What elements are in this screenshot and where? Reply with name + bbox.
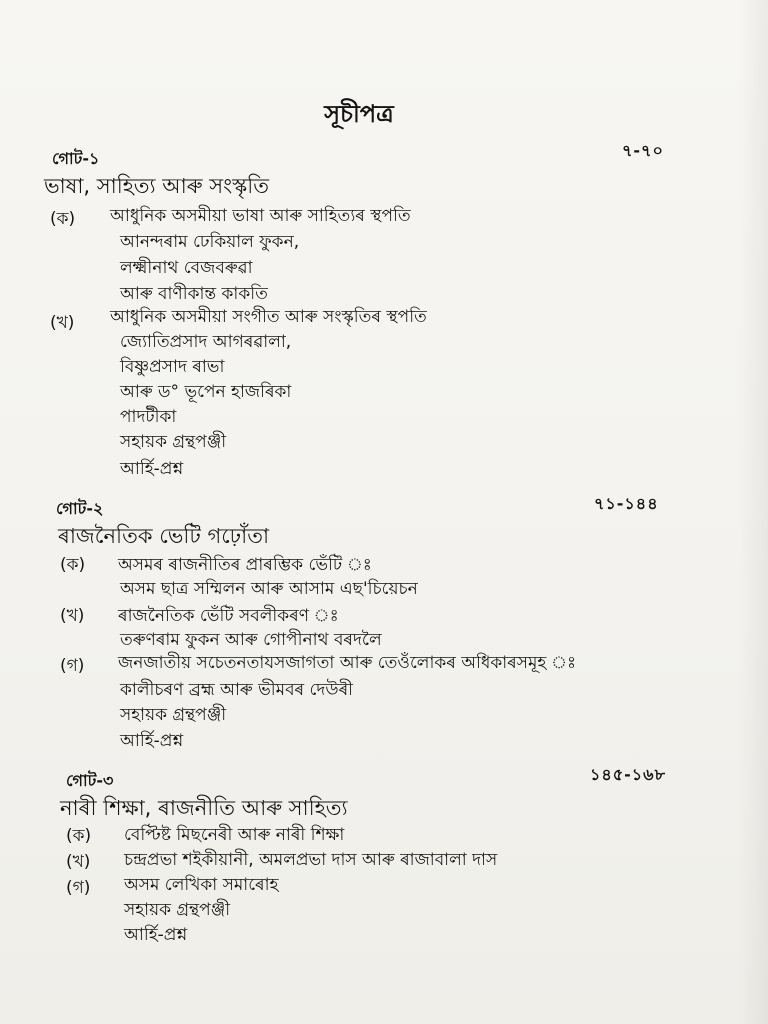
section-marker: (খ)	[50, 313, 75, 333]
toc-entry: ৰাজনৈতিক ভেঁটি সবলীকৰণ ঃ	[118, 606, 339, 626]
section-marker: (গ)	[60, 656, 85, 676]
toc-entry: আনন্দৰাম ঢেকিয়াল ফুকন,	[120, 232, 300, 252]
unit-page-range: ৭-৭০	[622, 141, 664, 160]
toc-entry: আৰ্হি-প্ৰশ্ন	[124, 925, 188, 945]
unit-label: গোট-২	[56, 499, 104, 518]
toc-entry: কালীচৰণ ব্ৰহ্ম আৰু ভীমবৰ দেউৰী	[120, 680, 354, 700]
toc-entry: চন্দ্ৰপ্ৰভা শইকীয়ানী, অমলপ্ৰভা দাস আৰু ৰাজাবালা দাস	[124, 850, 498, 870]
unit-label: গোট-১	[52, 149, 100, 168]
toc-entry: লক্ষ্মীনাথ বেজবৰুৱা	[120, 258, 253, 278]
unit-label: গোট-৩	[66, 771, 114, 790]
section-marker: (খ)	[66, 852, 91, 872]
unit-page-range: ৭১-১৪৪	[594, 494, 659, 513]
toc-entry: বেপ্টিষ্ট মিছনেৰী আৰু নাৰী শিক্ষা	[124, 825, 345, 845]
unit-heading: ৰাজনৈতিক ভেটি গঢ়োঁতা	[58, 524, 270, 548]
toc-entry: আৰু ড° ভূপেন হাজৰিকা	[120, 382, 292, 402]
section-marker: (খ)	[60, 606, 85, 626]
toc-entry: জনজাতীয় সচেতনতাযসজাগতা আৰু তেওঁলোকৰ অধিকাৰসমূহ ঃ	[118, 653, 577, 673]
section-marker: (ক)	[60, 555, 86, 575]
page-title: সূচীপত্ৰ	[324, 100, 394, 128]
toc-entry: আৰু বাণীকান্ত কাকতি	[120, 284, 268, 304]
section-marker: (ক)	[66, 826, 92, 846]
toc-entry: সহায়ক গ্ৰন্থপঞ্জী	[120, 705, 227, 725]
toc-entry: সহায়ক গ্ৰন্থপঞ্জী	[124, 900, 231, 920]
page-edge-shadow	[738, 0, 768, 1024]
unit-page-range: ১৪৫-১৬৮	[590, 765, 666, 784]
toc-entry: আৰ্হি-প্ৰশ্ন	[120, 731, 184, 751]
unit-heading: নাৰী শিক্ষা, ৰাজনীতি আৰু সাহিত্য	[60, 796, 348, 820]
section-marker: (ক)	[50, 209, 76, 229]
toc-entry: সহায়ক গ্ৰন্থপঞ্জী	[120, 432, 227, 452]
toc-entry: আধুনিক অসমীয়া সংগীত আৰু সংস্কৃতিৰ স্থপতি	[110, 307, 427, 327]
toc-entry: অসম ছাত্ৰ সম্মিলন আৰু আসাম এছ'চিয়েচন	[120, 579, 418, 599]
toc-entry: অসমৰ ৰাজনীতিৰ প্ৰাৰম্ভিক ভেঁটি ঃ	[118, 555, 372, 575]
toc-entry: তৰুণৰাম ফুকন আৰু গোপীনাথ বৰদলৈ	[120, 630, 382, 650]
section-marker: (গ)	[66, 878, 91, 898]
toc-entry: অসম লেখিকা সমাৰোহ	[124, 875, 279, 895]
unit-heading: ভাষা, সাহিত্য আৰু সংস্কৃতি	[44, 174, 270, 198]
toc-entry: আৰ্হি-প্ৰশ্ন	[120, 459, 184, 479]
toc-entry: পাদটীকা	[120, 407, 177, 427]
toc-entry: জ্যোতিপ্ৰসাদ আগৰৱালা,	[120, 332, 292, 352]
toc-entry: আধুনিক অসমীয়া ভাষা আৰু সাহিত্যৰ স্থপতি	[110, 206, 411, 226]
toc-entry: বিষ্ণুপ্ৰসাদ ৰাভা	[120, 357, 225, 377]
